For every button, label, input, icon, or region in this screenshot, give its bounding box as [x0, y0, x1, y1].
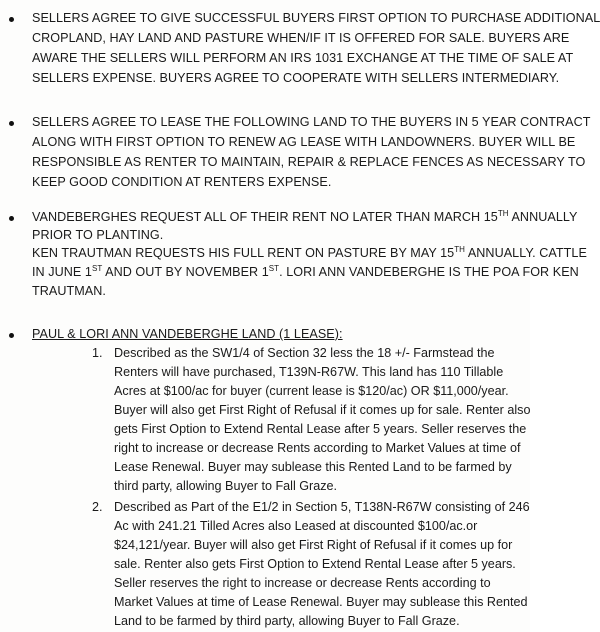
text-line: TRAUTMAN. [32, 284, 106, 298]
bullet-dot [9, 17, 14, 22]
ordinal-suffix: TH [454, 244, 465, 254]
cattle-dates-text-end: . LORI ANN VANDEBERGHE IS THE POA FOR KEN [279, 265, 579, 279]
item-text-line: Renters will have purchased, T139N-R67W. This land has 110 Tillable [114, 365, 504, 379]
text-line: PRIOR TO PLANTING. [32, 228, 164, 242]
item-text-line: Buyer will also get First Right of Refusal if it comes up for sale. Renter also [114, 403, 531, 417]
text-line: AWARE THE SELLERS WILL PERFORM AN IRS 1031 EXCHANGE AT THE TIME OF SALE AT [32, 51, 574, 65]
text-line [32, 209, 577, 225]
item-text-line: Described as the SW1/4 of Section 32 less the 18 +/- Farmstead the [114, 346, 495, 360]
item-number: 1. [92, 346, 103, 360]
text-line: SELLERS AGREE TO GIVE SUCCESSFUL BUYERS FIRST OPTION TO PURCHASE ADDITIONAL [32, 11, 600, 25]
cattle-dates-text: IN JUNE 1 [32, 265, 92, 279]
text-line: SELLERS AGREE TO LEASE THE FOLLOWING LAND TO THE BUYERS IN 5 YEAR CONTRACT [32, 115, 591, 129]
text-line [32, 264, 579, 280]
item-text-line: Ac with 241.21 Tilled Acres also Leased at discounted $100/ac.or [114, 519, 478, 533]
item-text-line: third party, allowing Buyer to Fall Graze. [114, 479, 338, 493]
item-text-line: sale. Renter also gets First Option to Extend Rental Lease after 5 years. [114, 557, 516, 571]
rent-deadline-text-end: ANNUALLY [508, 210, 578, 224]
bullet-dot [9, 216, 14, 221]
pasture-rent-text: KEN TRAUTMAN REQUESTS HIS FULL RENT ON PASTURE BY MAY 15 [32, 246, 455, 260]
ordinal-suffix: ST [268, 263, 280, 273]
lease-section-title: PAUL & LORI ANN VANDEBERGHE LAND (1 LEASE): [32, 327, 343, 341]
pasture-rent-text-end: ANNUALLY. CATTLE [464, 246, 587, 260]
item-text-line: right to increase or decrease Rents according to Market Values at time of [114, 441, 521, 455]
item-text-line: Land to be farmed by third party, allowing Buyer to Fall Graze. [114, 614, 460, 628]
cattle-dates-text-mid: AND OUT BY NOVEMBER 1 [102, 265, 269, 279]
item-text-line: $24,121/year. Buyer will also get First Right of Refusal if it comes up for [114, 538, 513, 552]
item-text-line: Market Values at time of Lease Renewal. Buyer may sublease this Rented [114, 595, 528, 609]
item-text-line: Lease Renewal. Buyer may sublease this Rented Land to be farmed by [114, 460, 512, 474]
text-line: SELLERS EXPENSE. BUYERS AGREE TO COOPERATE WITH SELLERS INTERMEDIARY. [32, 71, 560, 85]
bullet-dot [9, 333, 14, 338]
item-number: 2. [92, 500, 103, 514]
text-line [32, 245, 587, 261]
rent-deadline-text: VANDEBERGHES REQUEST ALL OF THEIR RENT NO LATER THAN MARCH 15 [32, 210, 498, 224]
text-line: KEEP GOOD CONDITION AT RENTERS EXPENSE. [32, 175, 332, 189]
text-line: CROPLAND, HAY LAND AND PASTURE WHEN/IF IT IS OFFERED FOR SALE. BUYERS ARE [32, 31, 570, 45]
item-text-line: gets First Option to Extend Rental Lease after 5 years. Seller reserves the [114, 422, 527, 436]
item-text-line: Seller reserves the right to increase or decrease Rents according to [114, 576, 491, 590]
item-text-line: Acres at $100/ac for buyer (current lease is $120/ac) OR $11,000/year. [114, 384, 509, 398]
ordinal-suffix: ST [91, 263, 103, 273]
ordinal-suffix: TH [497, 208, 509, 218]
text-line: RESPONSIBLE AS RENTER TO MAINTAIN, REPAIR & REPLACE FENCES AS NECESSARY TO [32, 155, 586, 169]
item-text-line: Described as Part of the E1/2 in Section 5, T138N-R67W consisting of 246 [114, 500, 530, 514]
text-line: ALONG WITH FIRST OPTION TO RENEW AG LEASE WITH LANDOWNERS. BUYER WILL BE [32, 135, 576, 149]
bullet-dot [9, 121, 14, 126]
